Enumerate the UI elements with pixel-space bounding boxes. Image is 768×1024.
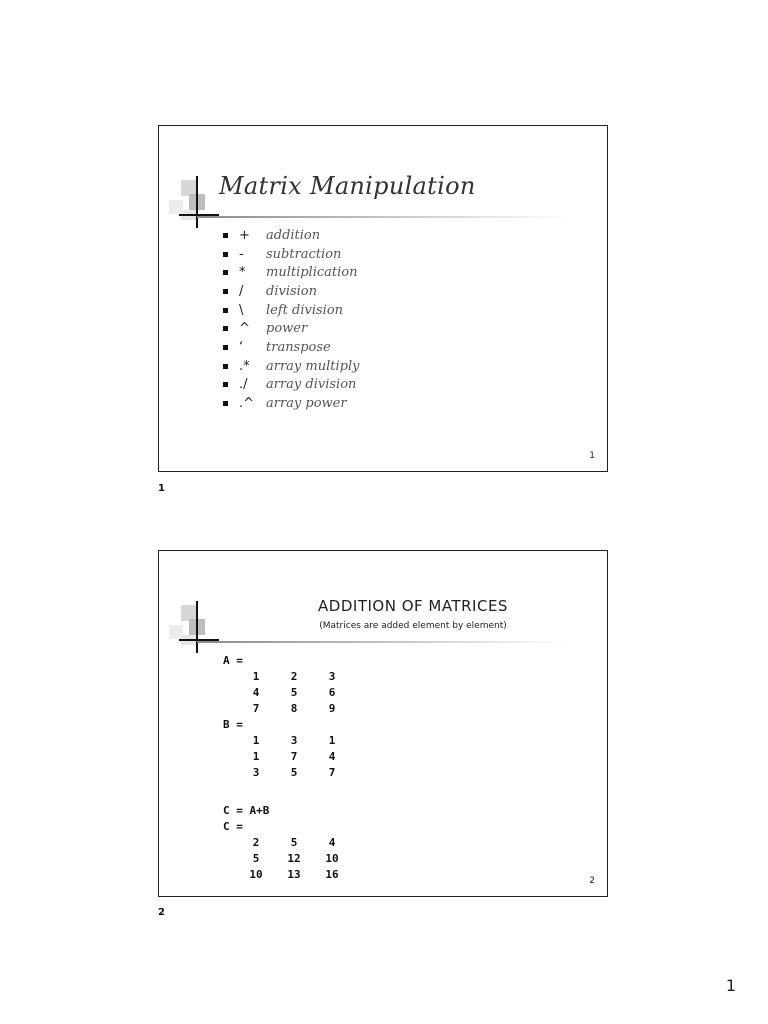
operator-symbol: * [239, 265, 246, 281]
matrix-cell: 3 [252, 766, 260, 779]
matrix-row [223, 765, 351, 781]
matrix-cell: 10 [325, 852, 339, 865]
operator-item [223, 245, 359, 264]
matrix-row [223, 701, 351, 717]
operator-symbol: ./ [239, 377, 248, 393]
slide-subtitle: (Matrices are added element by element) [319, 621, 507, 631]
matrix-cell: 8 [290, 702, 298, 715]
bullet-icon [223, 382, 228, 387]
operator-symbol: ^ [239, 321, 250, 337]
matrix-cell: 3 [290, 734, 298, 747]
operator-description: multiplication [266, 265, 358, 281]
matrix-cell: 1 [328, 734, 336, 747]
operator-symbol: ‘ [239, 339, 244, 355]
matrix-row [223, 851, 351, 867]
title-ornament [159, 126, 219, 206]
matrix-cell: 7 [252, 702, 260, 715]
matrix-cell: 1 [252, 750, 260, 763]
matrix-c-label: C = [223, 820, 243, 833]
operator-item [223, 282, 359, 301]
title-underline [197, 216, 569, 218]
matrix-b-label: B = [223, 718, 243, 731]
operator-description: left division [266, 302, 344, 318]
operator-item [223, 319, 359, 338]
operator-symbol: .^ [239, 396, 255, 412]
matrix-cell: 9 [328, 702, 336, 715]
operator-description: array power [266, 396, 347, 412]
matrix-cell: 4 [252, 686, 260, 699]
matrix-cell: 4 [328, 836, 336, 849]
matrix-b [223, 733, 351, 781]
operator-symbol: + [239, 227, 250, 243]
bullet-icon [223, 345, 228, 350]
matrix-c-block [223, 803, 351, 883]
matrix-cell: 4 [328, 750, 336, 763]
matrix-row [223, 749, 351, 765]
matrix-cell: 2 [290, 670, 298, 683]
operator-symbol: .* [239, 358, 250, 374]
operator-description: array division [266, 377, 357, 393]
bullet-icon [223, 270, 228, 275]
operator-item [223, 301, 359, 320]
matrix-cell: 5 [290, 766, 298, 779]
matrix-cell: 16 [325, 868, 339, 881]
operator-symbol: - [239, 246, 244, 262]
operator-description: array multiply [266, 358, 360, 374]
slide-number: 2 [589, 876, 595, 886]
operator-item [223, 376, 359, 395]
matrix-row [223, 867, 351, 883]
operator-item [223, 357, 359, 376]
matrix-cell: 6 [328, 686, 336, 699]
operator-description: power [266, 321, 308, 337]
slide-label-1: 1 [158, 483, 165, 494]
matrix-cell: 2 [252, 836, 260, 849]
title-ornament [159, 551, 219, 631]
bullet-icon [223, 252, 228, 257]
slide-1 [158, 125, 608, 472]
operator-item [223, 394, 359, 413]
matrix-a-label: A = [223, 654, 243, 667]
slide-title: ADDITION OF MATRICES [318, 597, 508, 615]
operator-description: addition [266, 227, 321, 243]
matrix-cell: 1 [252, 670, 260, 683]
matrix-b-block [223, 717, 351, 781]
sum-expression: C = A+B [223, 804, 270, 817]
operator-item [223, 338, 359, 357]
bullet-icon [223, 233, 228, 238]
bullet-icon [223, 308, 228, 313]
matrix-cell: 1 [252, 734, 260, 747]
matrix-cell: 13 [287, 868, 301, 881]
matrix-cell: 5 [290, 836, 298, 849]
slide-2 [158, 550, 608, 897]
page-number: 1 [725, 976, 736, 995]
matrix-a [223, 669, 351, 717]
slide-number: 1 [589, 451, 595, 461]
operator-item [223, 226, 359, 245]
matrix-row [223, 835, 351, 851]
matrix-cell: 3 [328, 670, 336, 683]
slide-label-2: 2 [158, 907, 165, 918]
matrix-cell: 12 [287, 852, 301, 865]
matrix-cell: 7 [290, 750, 298, 763]
operator-symbol: / [239, 283, 244, 299]
matrix-c [223, 835, 351, 883]
operator-item [223, 263, 359, 282]
operator-list [223, 226, 359, 413]
bullet-icon [223, 364, 228, 369]
matrix-row [223, 669, 351, 685]
operator-description: transpose [266, 339, 331, 355]
matrix-row [223, 733, 351, 749]
bullet-icon [223, 326, 228, 331]
title-underline [197, 641, 569, 643]
matrix-cell: 5 [252, 852, 260, 865]
slide-title: Matrix Manipulation [219, 172, 476, 200]
operator-symbol: \ [239, 302, 244, 318]
matrix-a-block [223, 653, 351, 717]
matrix-row [223, 685, 351, 701]
matrix-cell: 7 [328, 766, 336, 779]
bullet-icon [223, 289, 228, 294]
operator-description: division [266, 283, 318, 299]
operator-description: subtraction [266, 246, 342, 262]
matrix-cell: 5 [290, 686, 298, 699]
matrix-cell: 10 [249, 868, 263, 881]
bullet-icon [223, 401, 228, 406]
